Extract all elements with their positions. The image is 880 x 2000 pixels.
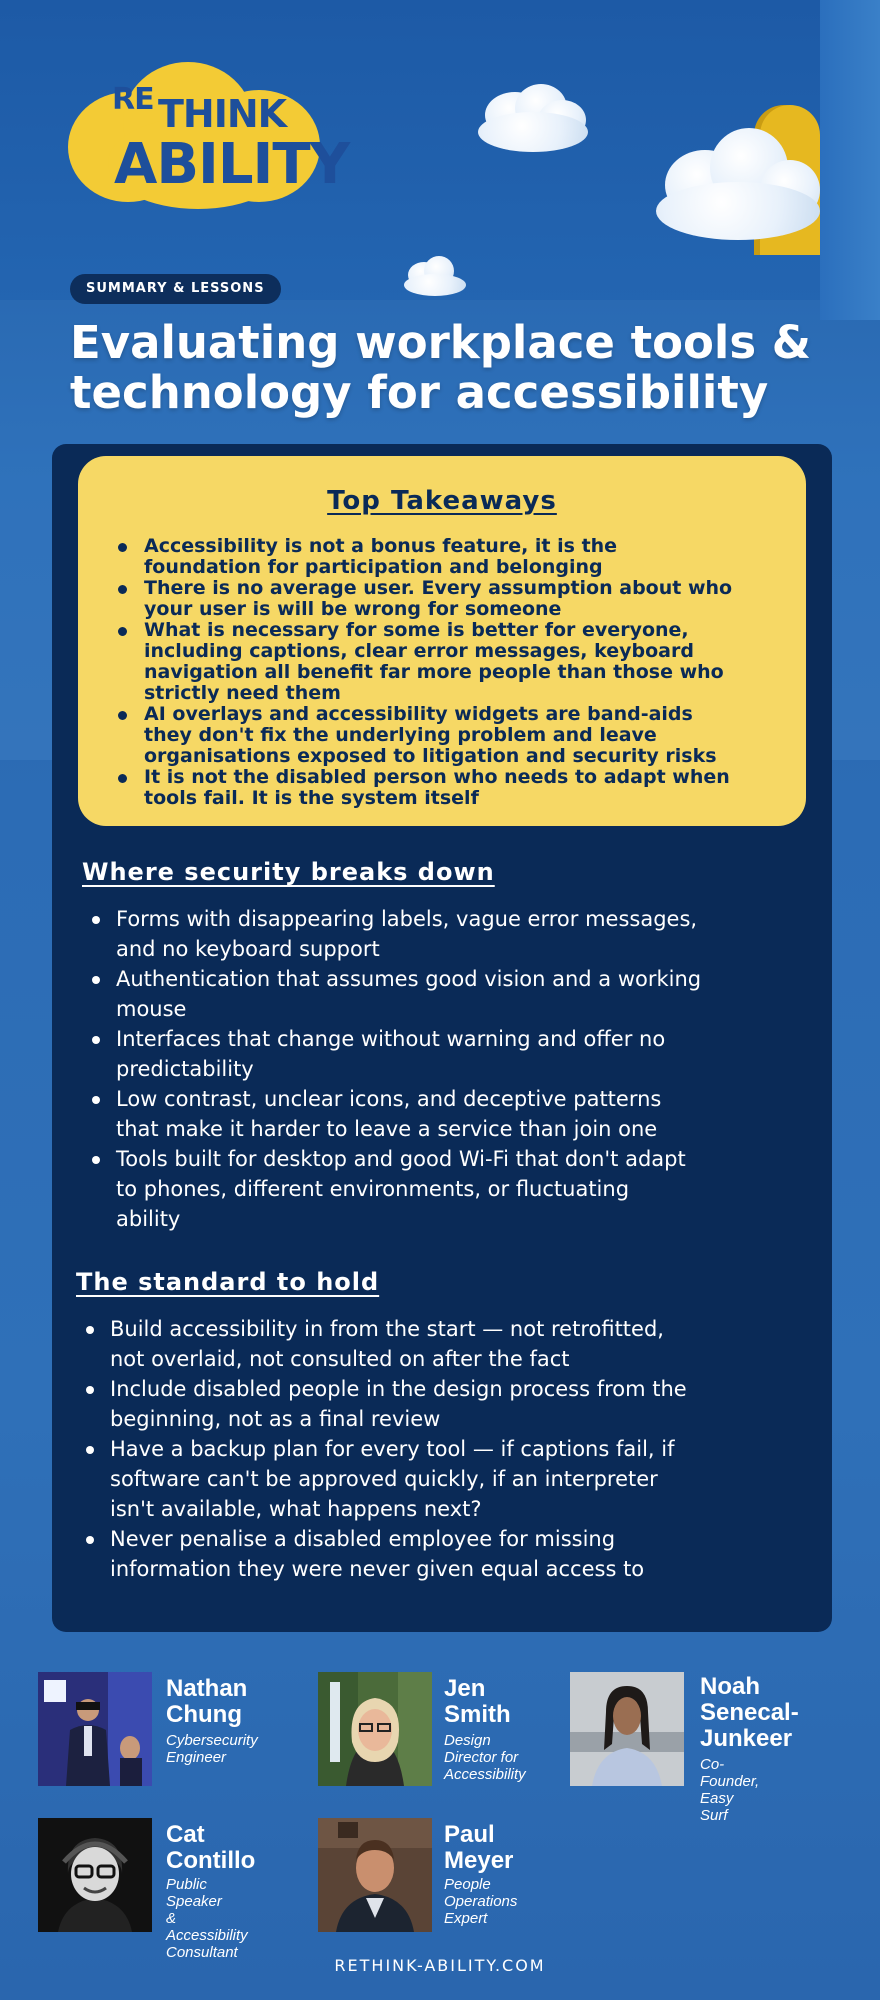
list-item: Low contrast, unclear icons, and deceptive patterns that make it harder to leave a service than join one bbox=[80, 1084, 820, 1144]
rethink-ability-logo: RE THINK ABILITY bbox=[68, 62, 320, 210]
security-heading: Where security breaks down bbox=[82, 858, 495, 886]
speaker-photo bbox=[38, 1818, 152, 1932]
speaker-photo bbox=[570, 1672, 684, 1786]
standard-heading: The standard to hold bbox=[76, 1268, 380, 1296]
list-item: Interfaces that change without warning and offer no predictability bbox=[80, 1024, 820, 1084]
takeaways-list bbox=[114, 536, 784, 809]
page-title: Evaluating workplace tools & technology for accessibility bbox=[70, 316, 812, 419]
speaker-photo bbox=[318, 1818, 432, 1932]
standard-list bbox=[74, 1314, 814, 1584]
list-item: Have a backup plan for every tool — if captions fail, if software can't be approved quickly, if an interpreter isn't available, what happens next? bbox=[74, 1434, 814, 1524]
speaker-photo bbox=[318, 1672, 432, 1786]
list-item: Include disabled people in the design process from the beginning, not as a final review bbox=[74, 1374, 814, 1434]
list-item: AI overlays and accessibility widgets are band-aids they don't fix the underlying problem and leave organisations exposed to litigation and security risks bbox=[114, 704, 784, 767]
background-right-wall bbox=[820, 0, 880, 320]
security-list bbox=[80, 904, 820, 1234]
summary-badge: SUMMARY & LESSONS bbox=[70, 274, 281, 304]
list-item: Accessibility is not a bonus feature, it is the foundation for participation and belonging bbox=[114, 536, 784, 578]
content-panel bbox=[52, 444, 832, 1632]
list-item: Forms with disappearing labels, vague error messages, and no keyboard support bbox=[80, 904, 820, 964]
list-item: It is not the disabled person who needs to adapt when tools fail. It is the system itself bbox=[114, 767, 784, 809]
list-item: Tools built for desktop and good Wi-Fi that don't adapt to phones, different environments, or fluctuating ability bbox=[80, 1144, 820, 1234]
top-takeaways-card bbox=[78, 456, 806, 826]
list-item: Build accessibility in from the start — not retrofitted, not overlaid, not consulted on after the fact bbox=[74, 1314, 814, 1374]
list-item: Authentication that assumes good vision and a working mouse bbox=[80, 964, 820, 1024]
takeaways-heading: Top Takeaways bbox=[327, 486, 557, 516]
list-item: There is no average user. Every assumption about who your user is will be wrong for someone bbox=[114, 578, 784, 620]
list-item: What is necessary for some is better for everyone, including captions, clear error messages, keyboard navigation all benefit far more people than those who strictly need them bbox=[114, 620, 784, 704]
list-item: Never penalise a disabled employee for missing information they were never given equal access to bbox=[74, 1524, 814, 1584]
website-footer: RETHINK-ABILITY.COM bbox=[334, 1956, 546, 1975]
speaker-photo bbox=[38, 1672, 152, 1786]
